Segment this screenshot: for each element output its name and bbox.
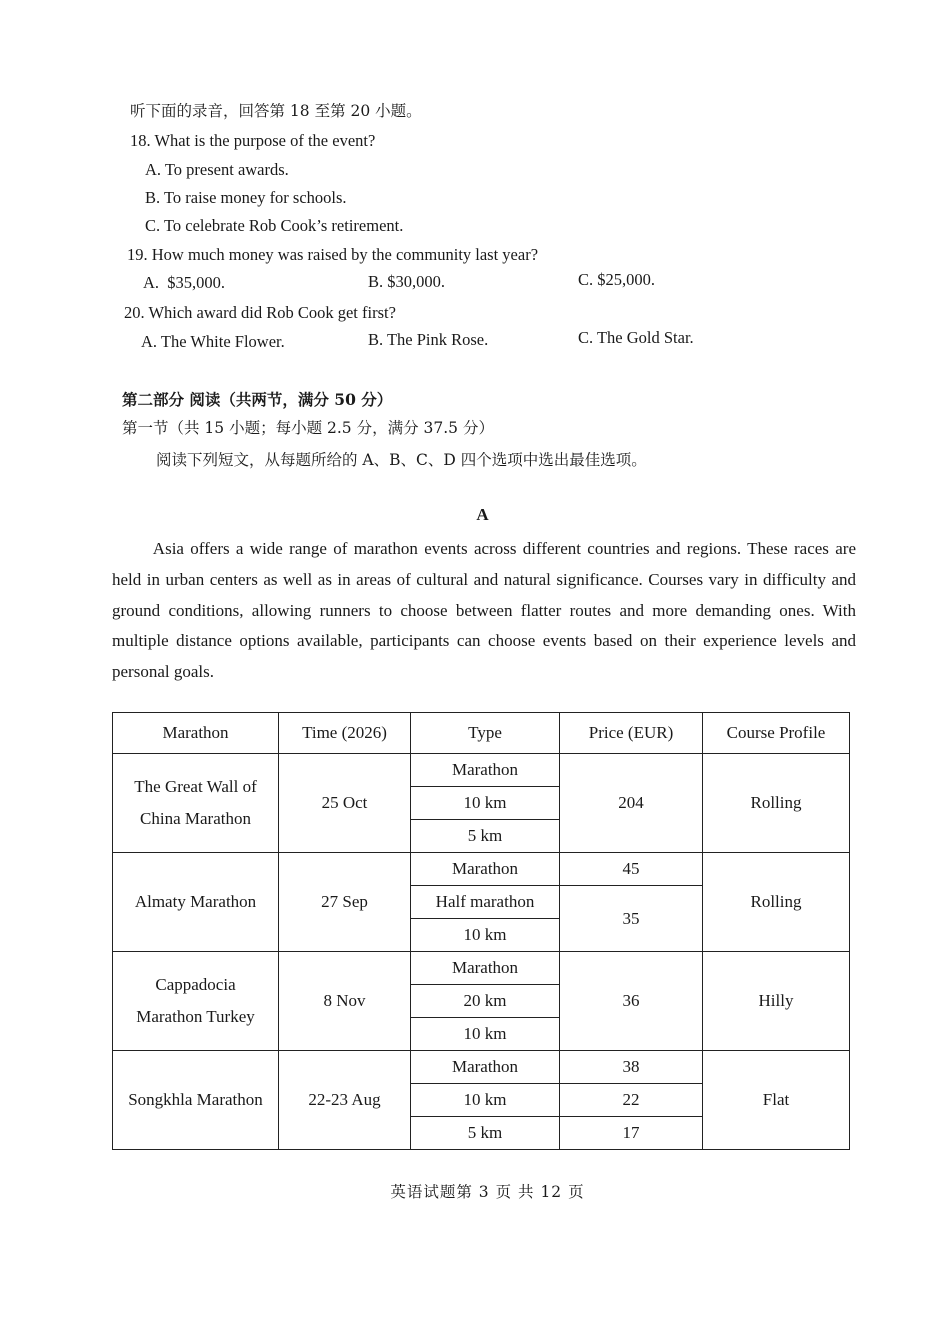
reading-section-heading: 第一节（共 15 小题；每小题 2.5 分，满分 37.5 分） [122, 419, 494, 437]
header-time: Time (2026) [279, 713, 411, 754]
table-row [113, 754, 850, 787]
race-type: Half marathon [411, 886, 560, 919]
course-profile: Rolling [703, 754, 850, 853]
race-type: 20 km [411, 985, 560, 1018]
course-profile: Flat [703, 1051, 850, 1150]
question-text: What is the purpose of the event? [154, 131, 376, 150]
question-19 [127, 245, 538, 265]
q20-option-c: C. The Gold Star. [578, 328, 694, 347]
question-text: Which award did Rob Cook get first? [148, 303, 396, 322]
question-20 [124, 303, 396, 323]
question-18 [130, 131, 375, 151]
table-row [113, 1051, 850, 1084]
reading-instruction: 阅读下列短文，从每题所给的 A、B、C、D 四个选项中选出最佳选项。 [156, 451, 647, 469]
table-row [113, 853, 850, 886]
race-price: 35 [560, 886, 703, 952]
race-price: 38 [560, 1051, 703, 1084]
race-type: Marathon [411, 853, 560, 886]
q19-option-c: C. $25,000. [578, 270, 656, 289]
q20-option-b: B. The Pink Rose. [368, 330, 489, 349]
marathon-name [113, 952, 279, 1051]
course-profile: Rolling [703, 853, 850, 952]
passage-text: Asia offers a wide range of marathon events across different countries and regions. These races are held in urban centers as well as in areas of cultural and natural significance. Courses vary in difficulty and ground conditions, allowing runners to choose between flatter routes and more demanding ones. With multiple distance options available, participants can choose events based on their experience levels and personal goals. [112, 539, 856, 682]
reading-part-heading: 第二部分 阅读（共两节，满分 50 分） [122, 390, 393, 409]
header-course-profile: Course Profile [703, 713, 850, 754]
race-type: Marathon [411, 754, 560, 787]
marathon-time: 8 Nov [279, 952, 411, 1051]
course-profile: Hilly [703, 952, 850, 1051]
passage-label: A [476, 505, 489, 524]
q19-option-b: B. $30,000. [368, 272, 446, 291]
race-type: Marathon [411, 952, 560, 985]
marathon-name-line: Cappadocia [155, 975, 236, 994]
marathon-table [112, 712, 850, 1150]
race-price: 36 [560, 952, 703, 1051]
question-number: 18. [130, 131, 151, 150]
table-header-row [113, 713, 850, 754]
question-number: 19. [127, 245, 148, 264]
race-type: 5 km [411, 1117, 560, 1150]
header-type: Type [411, 713, 560, 754]
marathon-name [113, 754, 279, 853]
page-footer: 英语试题第 3 页 共 12 页 [390, 1183, 585, 1201]
q18-option-b: B. To raise money for schools. [145, 188, 347, 207]
marathon-name-line: China Marathon [140, 809, 251, 828]
race-price: 204 [560, 754, 703, 853]
q19-option-a: A. $35,000. [143, 273, 226, 292]
marathon-name: Songkhla Marathon [113, 1051, 279, 1150]
marathon-time: 22-23 Aug [279, 1051, 411, 1150]
marathon-name-line: Marathon Turkey [136, 1007, 255, 1026]
race-type: 10 km [411, 787, 560, 820]
header-marathon: Marathon [113, 713, 279, 754]
race-type: 10 km [411, 1018, 560, 1051]
listening-instruction: 听下面的录音，回答第 18 至第 20 小题。 [130, 102, 422, 120]
race-price: 17 [560, 1117, 703, 1150]
race-type: 5 km [411, 820, 560, 853]
q18-option-a: A. To present awards. [145, 160, 289, 179]
header-price: Price (EUR) [560, 713, 703, 754]
marathon-time: 25 Oct [279, 754, 411, 853]
q20-option-a: A. The White Flower. [141, 332, 285, 351]
table-row [113, 952, 850, 985]
race-type: Marathon [411, 1051, 560, 1084]
marathon-name-line: The Great Wall of [134, 777, 257, 796]
race-type: 10 km [411, 1084, 560, 1117]
race-type: 10 km [411, 919, 560, 952]
question-text: How much money was raised by the community last year? [151, 245, 539, 264]
q18-option-c: C. To celebrate Rob Cook’s retirement. [145, 216, 404, 235]
race-price: 45 [560, 853, 703, 886]
question-number: 20. [124, 303, 145, 322]
marathon-time: 27 Sep [279, 853, 411, 952]
race-price: 22 [560, 1084, 703, 1117]
marathon-name: Almaty Marathon [113, 853, 279, 952]
